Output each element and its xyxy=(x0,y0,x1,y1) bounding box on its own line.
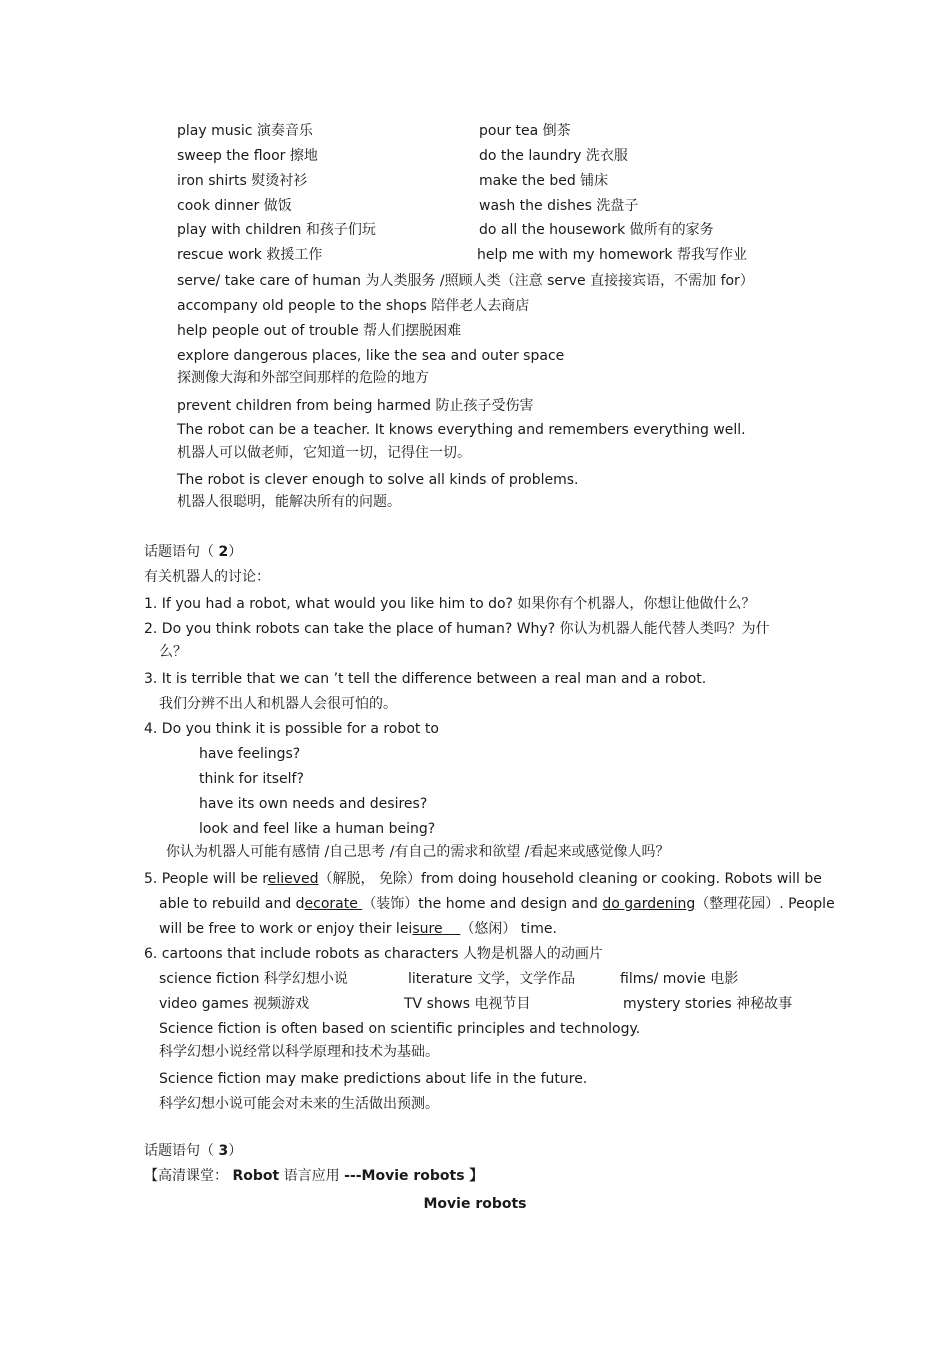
question-5-line2 xyxy=(159,895,835,913)
question-2-line1: 2. Do you think robots can take the place of human? Why? 你认为机器人能代替人类吗？为什 xyxy=(144,621,770,637)
question-5-line3 xyxy=(159,920,557,938)
sf-sentence-1-zh: 科学幻想小说经常以科学原理和技术为基础。 xyxy=(159,1044,439,1060)
q5-text-c: able to rebuild and d xyxy=(159,896,305,912)
section2-heading-suffix: ） xyxy=(228,544,243,560)
lesson-note-open: 【高清课堂： xyxy=(144,1168,233,1184)
vocab-right-2: do the laundry 洗衣服 xyxy=(479,148,628,164)
question-2-line2: 么？ xyxy=(159,644,187,660)
movie-robots-title: Movie robots xyxy=(423,1196,527,1212)
vocab-left-1: play music 演奏音乐 xyxy=(177,123,313,139)
phrase-explore-en: explore dangerous places, like the sea and outer space xyxy=(177,348,565,364)
sentence-clever-en: The robot is clever enough to solve all kinds of problems. xyxy=(177,472,579,488)
sentence-clever-zh: 机器人很聪明，能解决所有的问题。 xyxy=(177,494,401,510)
q5-underlined-relieved: elieved xyxy=(267,871,319,887)
section3-heading xyxy=(144,1142,242,1160)
sentence-teacher-en: The robot can be a teacher. It knows everything and remembers everything well. xyxy=(177,422,746,438)
section3-heading-suffix: ） xyxy=(228,1143,243,1159)
sf-sentence-1-en: Science fiction is often based on scientific principles and technology. xyxy=(159,1021,641,1037)
vocab-right-5: do all the housework 做所有的家务 xyxy=(479,222,714,238)
lesson-note-mid: 语言应用 xyxy=(279,1168,345,1184)
q5-underlined-decorate: ecorate xyxy=(304,896,363,912)
question-5-line1 xyxy=(144,870,822,888)
question-3-line1: 3. It is terrible that we can ’t tell the difference between a real man and a robot. xyxy=(144,671,707,687)
lesson-note-movie: ---Movie robots xyxy=(344,1168,465,1184)
lesson-note-close: 】 xyxy=(464,1168,484,1184)
section3-heading-num: 3 xyxy=(218,1143,229,1159)
vocab-right-1: pour tea 倒茶 xyxy=(479,123,571,139)
question-4-item-1: have feelings? xyxy=(199,746,301,762)
section3-lesson-note xyxy=(144,1167,483,1185)
genre-films: films/ movie 电影 xyxy=(620,971,739,987)
question-4-zh: 你认为机器人可能有感情 /自己思考 /有自己的需求和欲望 /看起来或感觉像人吗？ xyxy=(166,844,670,860)
q5-text-f: will be free to work or enjoy their lei xyxy=(159,921,413,937)
question-3-line2: 我们分辨不出人和机器人会很可怕的。 xyxy=(159,696,397,712)
section2-heading-num: 2 xyxy=(218,544,229,560)
genre-video-games: video games 视频游戏 xyxy=(159,996,310,1012)
phrase-accompany: accompany old people to the shops 陪伴老人去商店 xyxy=(177,298,530,314)
q5-text-b: （解脱， 免除）from doing household cleaning or cooking. Robots will be xyxy=(318,871,822,887)
phrase-explore-zh: 探测像大海和外部空间那样的危险的地方 xyxy=(177,370,429,386)
q5-text-d: （装饰）the home and design and xyxy=(362,896,603,912)
q5-underlined-leisure: sure xyxy=(412,921,461,937)
q5-text-e: （整理花园）. People xyxy=(695,896,835,912)
vocab-left-2: sweep the floor 擦地 xyxy=(177,148,318,164)
q5-text-a: 5. People will be r xyxy=(144,871,268,887)
question-4-item-4: look and feel like a human being? xyxy=(199,821,436,837)
genre-mystery-stories: mystery stories 神秘故事 xyxy=(623,996,793,1012)
sentence-teacher-zh: 机器人可以做老师，它知道一切，记得住一切。 xyxy=(177,445,471,461)
genre-tv-shows: TV shows 电视节目 xyxy=(404,996,531,1012)
sf-sentence-2-en: Science fiction may make predictions about life in the future. xyxy=(159,1071,588,1087)
question-6: 6. cartoons that include robots as characters 人物是机器人的动画片 xyxy=(144,946,603,962)
vocab-right-3: make the bed 铺床 xyxy=(479,173,609,189)
vocab-left-5: play with children 和孩子们玩 xyxy=(177,222,376,238)
phrase-serve: serve/ take care of human 为人类服务 /照顾人类（注意 serve 直接接宾语，不需加 for） xyxy=(177,273,754,289)
vocab-left-6: rescue work 救援工作 xyxy=(177,247,323,263)
question-1: 1. If you had a robot, what would you like him to do? 如果你有个机器人，你想让他做什么？ xyxy=(144,596,756,612)
phrase-help-out: help people out of trouble 帮人们摆脱困难 xyxy=(177,323,462,339)
section2-heading-prefix: 话题语句（ xyxy=(144,544,219,560)
q5-text-g: （悠闲） time. xyxy=(460,921,557,937)
question-4: 4. Do you think it is possible for a robot to xyxy=(144,721,439,737)
vocab-right-4: wash the dishes 洗盘子 xyxy=(479,198,639,214)
section2-heading xyxy=(144,543,242,561)
vocab-right-6: help me with my homework 帮我写作业 xyxy=(477,247,747,263)
section2-intro: 有关机器人的讨论： xyxy=(144,569,270,585)
vocab-left-3: iron shirts 熨烫衬衫 xyxy=(177,173,308,189)
lesson-note-robot: Robot xyxy=(232,1168,280,1184)
question-4-item-3: have its own needs and desires? xyxy=(199,796,428,812)
question-4-item-2: think for itself? xyxy=(199,771,304,787)
section3-heading-prefix: 话题语句（ xyxy=(144,1143,219,1159)
phrase-prevent: prevent children from being harmed 防止孩子受伤害 xyxy=(177,398,534,414)
genre-literature: literature 文学，文学作品 xyxy=(408,971,576,987)
q5-underlined-gardening: do gardening xyxy=(602,896,696,912)
genre-science-fiction: science fiction 科学幻想小说 xyxy=(159,971,348,987)
vocab-left-4: cook dinner 做饭 xyxy=(177,198,292,214)
sf-sentence-2-zh: 科学幻想小说可能会对未来的生活做出预测。 xyxy=(159,1096,439,1112)
